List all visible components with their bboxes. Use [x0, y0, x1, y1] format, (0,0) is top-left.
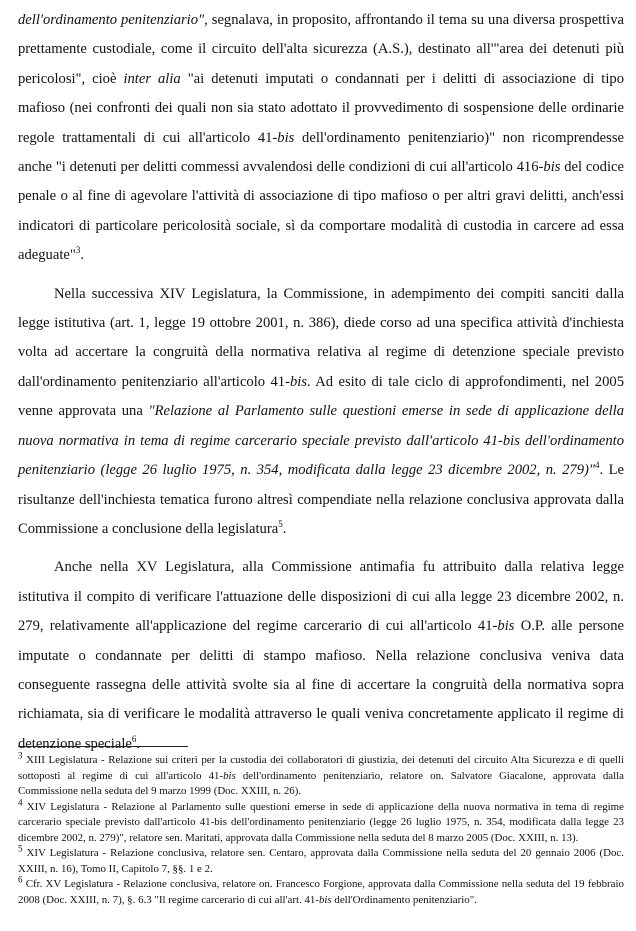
footnote-ref: 3	[18, 750, 23, 761]
footnote-separator	[18, 746, 188, 747]
footnote-ref: 6	[131, 733, 137, 744]
paragraph-1	[18, 6, 624, 271]
text-run: XIV Legislatura - Relazione conclusiva, relatore sen. Centaro, approvata dalla Commissione nella seduta del 20 gennaio 2006 (Doc. XXIII, n. 16), Tomo II, Capitolo 7, §§. 1 e 2.	[18, 847, 624, 875]
text-run: .	[80, 247, 84, 264]
italic-text: bis	[223, 769, 236, 782]
italic-text: inter alia	[123, 70, 181, 87]
italic-text: bis	[289, 373, 307, 390]
text-run: "ai detenuti imputati o condannati per i delitti di associazione di tipo mafioso (nei confronti dei quali non sia stato adottato il provvedimento di sospensione delle ordinarie regole trattamentali di cui all'articolo 41-	[18, 70, 624, 146]
text-run: dell'ordinamento penitenziario, relatore on. Salvatore Giacalone, approvata dalla Commissione nella seduta del 9 marzo 1999 (Doc. XXIII, n. 26).	[18, 769, 624, 797]
paragraph-3	[18, 553, 624, 759]
footnote-ref: 5	[278, 519, 283, 530]
italic-text: bis	[318, 893, 332, 906]
text-run: Anche nella XV Legislatura, alla Commissione antimafia fu attribuito dalla relativa legge istitutiva il compito di verificare l'attuazione delle disposizioni di cui alla legge 23 dicembre 2002, n. 279, relativamente all'applicazione del regime carcerario di cui all'articolo 41-	[18, 559, 624, 635]
italic-text: bis	[497, 618, 515, 635]
text-run: XIV Legislatura - Relazione al Parlamento sulle questioni emerse in sede di applicazione della nuova normativa in tema di regime carcerario speciale previsto dall'articolo 41-bis dell'ordinamento penitenziario (legge 26 luglio 1975, n. 354, modificata dalla legge 23 dicembre 2002, n. 279)", relatore sen. Maritati, approvata dalla Commissione nella seduta del 8 marzo 2005 (Doc. XXIII, n. 13).	[18, 800, 624, 844]
italic-text: bis	[277, 129, 295, 146]
text-run: XIII Legislatura - Relazione sui criteri per la custodia dei collaboratori di giustizia, dei detenuti del circuito Alta Sicurezza e di quelli sottoposti al regime di cui all'articolo 41-	[18, 754, 624, 782]
footnote-3	[18, 750, 624, 800]
footnote-ref: 4	[594, 460, 600, 471]
text-run: Cfr. XV Legislatura - Relazione conclusiva, relatore on. Francesco Forgione, approvata dalla Commissione nella seduta del 19 febbraio 2008 (Doc. XXIII, n. 7), §. 6.3 "Il regime carcerario di cui all'art. 41-	[18, 878, 624, 906]
text-run: .	[136, 735, 141, 752]
footnote-ref: 5	[18, 843, 23, 854]
text-run: dell'Ordinamento penitenziario".	[331, 893, 477, 906]
paragraph-2	[18, 280, 624, 545]
document-page	[18, 6, 624, 759]
footnote-ref: 3	[75, 245, 81, 256]
text-run: . Le risultanze dell'inchiesta tematica furono altresì compendiate nella relazione conclusiva approvata dalla Commissione a conclusione della legislatura	[18, 462, 624, 537]
footnote-ref: 6	[18, 874, 23, 885]
text-run: .	[282, 520, 287, 537]
footnote-6	[18, 874, 624, 908]
text-run: del codice penale o al fine di agevolare l'attività di associazione di tipo mafioso o per altri gravi delitti, anch'essi indicatori di particolare pericolosità sociale, sì da comportare modalità di custodia in carcere ad essa adeguate"	[18, 159, 624, 264]
text-run: , segnalava, in proposito, affrontando il tema su una diversa prospettiva prettamente custodiale, come il circuito dell'alta sicurezza (A.S.), destinato all'"area dei detenuti più pericolosi", cioè	[18, 12, 625, 87]
text-run: dell'ordinamento penitenziario)" non ricomprendesse anche "i detenuti per delitti commessi avvalendosi delle condizioni di cui all'articolo 416-	[18, 129, 624, 176]
italic-text: dell'ordinamento penitenziario"	[18, 12, 205, 28]
italic-text: bis	[543, 159, 561, 176]
text-run: Nella successiva XIV Legislatura, la Commissione, in adempimento dei compiti sanciti dalla legge istitutiva (art. 1, legge 19 ottobre 2001, n. 386), diede corso ad una specifica attività d'inchiesta volta ad accertare la congruità della normativa relativa al regime di detenzione speciale previsto dall'ordinamento penitenziario all'articolo 41-	[18, 285, 624, 390]
italic-text: "Relazione al Parlamento sulle questioni emerse in sede di applicazione della nuova normativa in tema di regime carcerario speciale previsto dall'articolo 41-bis dell'ordinamento penitenziario (legge 26 luglio 1975, n. 354, modificata dalla legge 23 dicembre 2002, n. 279)"	[18, 403, 624, 479]
footnote-5	[18, 843, 624, 877]
footnote-ref: 4	[18, 796, 23, 807]
text-run: . Ad esito di tale ciclo di approfondimenti, nel 2005 venne approvata una	[18, 373, 624, 420]
footnotes	[18, 750, 624, 908]
text-run: O.P. alle persone imputate o condannate per delitti di stampo mafioso. Nella relazione conclusiva veniva data conseguente rassegna delle attività svolte sia al fine di accertare la congruità della normativa sopra richiamata, sia di verificare le modalità attraverso le quali veniva concretamente applicato il regime di detenzione speciale	[18, 618, 625, 752]
footnote-4	[18, 796, 624, 847]
